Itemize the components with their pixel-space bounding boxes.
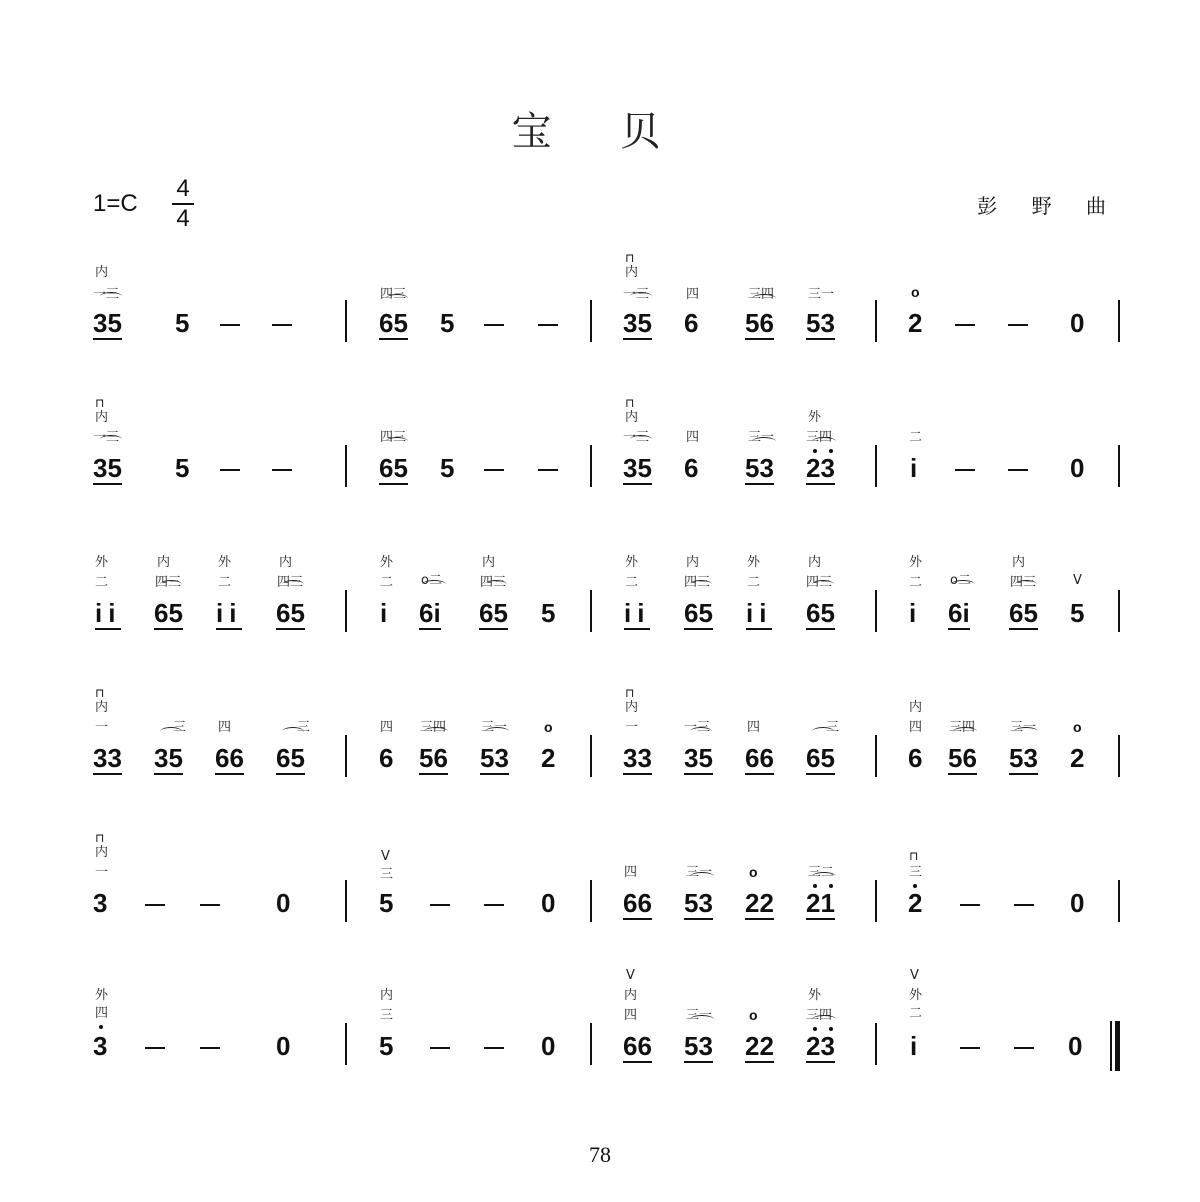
finger-mark: 一三	[93, 430, 120, 445]
note: 23	[806, 1031, 835, 1061]
final-barline-thick	[1115, 1021, 1120, 1071]
note: 6i	[419, 598, 441, 628]
finger-mark: 四三	[806, 575, 833, 590]
rest: 0	[541, 888, 556, 918]
low-octave-dot	[99, 1025, 103, 1029]
dash	[272, 469, 292, 471]
score-line-3	[0, 548, 1200, 678]
note: 65	[276, 743, 305, 773]
finger-mark: 三一	[808, 287, 835, 302]
barline	[875, 300, 877, 342]
barline	[1118, 590, 1120, 632]
breath-mark: V	[381, 849, 390, 864]
barline	[590, 1023, 592, 1065]
breath-mark: V	[1073, 573, 1082, 588]
finger-mark: 三四	[806, 1008, 833, 1023]
note: 5	[1070, 598, 1085, 628]
final-barline-thin	[1110, 1021, 1112, 1071]
note: ii	[624, 598, 651, 628]
down-bow-mark: ⊓	[95, 831, 105, 845]
finger-mark: 二	[909, 575, 923, 590]
finger-mark: 二	[625, 575, 639, 590]
slur	[812, 872, 836, 881]
barline	[345, 735, 347, 777]
rest: 0	[541, 1031, 556, 1061]
time-signature-top: 4	[176, 175, 190, 202]
slur	[160, 580, 182, 589]
finger-mark: o二	[421, 573, 442, 588]
note: 53	[745, 453, 774, 483]
open-string-mark: o	[911, 284, 920, 300]
dash	[220, 324, 240, 326]
slur	[282, 580, 304, 589]
finger-mark: 三	[909, 865, 923, 880]
slur	[690, 580, 712, 589]
note: 5	[175, 453, 190, 483]
note: 2	[1070, 743, 1085, 773]
dash	[538, 469, 558, 471]
finger-mark: 三	[297, 720, 311, 735]
dash	[145, 904, 165, 906]
slur	[100, 435, 122, 444]
dash	[200, 1047, 220, 1049]
note: 53	[684, 1031, 713, 1061]
slur	[690, 727, 712, 736]
rest: 0	[276, 888, 291, 918]
finger-mark: 外	[95, 988, 109, 1003]
slur	[951, 580, 975, 589]
note: 35	[684, 743, 713, 773]
finger-mark: 内	[1012, 555, 1026, 570]
slur	[690, 872, 714, 881]
barline	[875, 445, 877, 487]
finger-mark: 外	[909, 988, 923, 1003]
slur	[630, 292, 652, 301]
finger-mark: 内	[95, 700, 109, 715]
barline	[1118, 735, 1120, 777]
note: 65	[154, 598, 183, 628]
finger-mark: 四	[686, 430, 700, 445]
note: 56	[419, 743, 448, 773]
note: 53	[684, 888, 713, 918]
open-string-mark: o	[1073, 719, 1082, 735]
note: 35	[93, 308, 122, 338]
down-bow-mark: ⊓	[625, 251, 635, 265]
dash	[484, 324, 504, 326]
slur	[160, 727, 182, 736]
note: 53	[1009, 743, 1038, 773]
finger-mark: 四	[909, 720, 923, 735]
finger-mark: 四三	[155, 575, 182, 590]
down-bow-mark: ⊓	[909, 849, 919, 863]
note: i	[909, 598, 917, 628]
rest: 0	[276, 1031, 291, 1061]
down-bow-mark: ⊓	[625, 396, 635, 410]
key-signature: 1=C	[93, 190, 138, 217]
slur	[485, 727, 509, 736]
finger-mark: 外	[218, 555, 232, 570]
barline	[1118, 880, 1120, 922]
note: 53	[480, 743, 509, 773]
note: 22	[745, 888, 774, 918]
finger-mark: 一三	[623, 430, 650, 445]
note: 65	[479, 598, 508, 628]
note: 2	[908, 308, 923, 338]
barline	[590, 590, 592, 632]
dash	[484, 904, 504, 906]
note: 65	[379, 453, 408, 483]
finger-mark: 三一	[1010, 720, 1037, 735]
note: 5	[440, 453, 455, 483]
barline	[345, 1023, 347, 1065]
note: 35	[623, 453, 652, 483]
slur	[690, 1015, 714, 1024]
page-number: 78	[589, 1142, 611, 1167]
finger-mark: 三四	[949, 720, 976, 735]
note: 65	[379, 308, 408, 338]
slur	[1014, 727, 1038, 736]
slur	[812, 437, 836, 446]
dash	[430, 1047, 450, 1049]
slur	[1015, 580, 1037, 589]
barline	[345, 880, 347, 922]
rest: 0	[1070, 308, 1085, 338]
note: 65	[1009, 598, 1038, 628]
dash	[484, 1047, 504, 1049]
note: 3	[93, 888, 108, 918]
finger-mark: 一	[625, 720, 639, 735]
note: 3	[93, 1031, 108, 1061]
score-line-5	[0, 831, 1200, 968]
dash	[538, 324, 558, 326]
finger-mark: 内	[686, 555, 700, 570]
score-line-1	[0, 251, 1200, 388]
finger-mark: 三	[826, 720, 840, 735]
slur	[424, 727, 448, 736]
note: 33	[623, 743, 652, 773]
finger-mark: 内	[95, 845, 109, 860]
finger-mark: 三一	[481, 720, 508, 735]
finger-mark: 三	[173, 720, 187, 735]
dash	[1008, 324, 1028, 326]
finger-mark: 三一	[748, 430, 775, 445]
dash	[955, 324, 975, 326]
finger-mark: 四	[624, 1008, 638, 1023]
barline	[590, 735, 592, 777]
slur	[386, 437, 408, 446]
note: 56	[948, 743, 977, 773]
finger-mark: 四三	[380, 430, 407, 445]
finger-mark: 四三	[684, 575, 711, 590]
note: 6	[684, 308, 699, 338]
note: 22	[745, 1031, 774, 1061]
finger-mark: 外	[625, 555, 639, 570]
note: 56	[745, 308, 774, 338]
note: 2	[908, 888, 923, 918]
barline	[345, 445, 347, 487]
note: 5	[175, 308, 190, 338]
note: 6	[379, 743, 394, 773]
dash	[1014, 1047, 1034, 1049]
barline	[875, 735, 877, 777]
open-string-mark: o	[544, 719, 553, 735]
finger-mark: 四	[218, 720, 232, 735]
note: 66	[623, 888, 652, 918]
finger-mark: 内	[624, 988, 638, 1003]
finger-mark: 外	[808, 410, 822, 425]
finger-mark: 内	[909, 700, 923, 715]
finger-mark: 三一	[686, 1008, 713, 1023]
finger-mark: 内	[380, 988, 394, 1003]
rest: 0	[1070, 453, 1085, 483]
score-line-6	[0, 968, 1200, 1113]
finger-mark: 三四	[806, 430, 833, 445]
finger-mark: 三二	[808, 865, 835, 880]
note: i	[910, 453, 918, 483]
finger-mark: 外	[380, 555, 394, 570]
slur	[100, 292, 122, 301]
dash	[1014, 904, 1034, 906]
barline	[590, 880, 592, 922]
down-bow-mark: ⊓	[625, 686, 635, 700]
note: ii	[95, 598, 122, 628]
finger-mark: 内	[625, 700, 639, 715]
note: 21	[806, 888, 835, 918]
finger-mark: 二	[909, 1006, 923, 1021]
finger-mark: 三四	[748, 287, 775, 302]
note: 6	[684, 453, 699, 483]
open-string-mark: o	[749, 1007, 758, 1023]
note: 65	[806, 743, 835, 773]
rest: 0	[1070, 888, 1085, 918]
barline	[590, 300, 592, 342]
finger-mark: 二	[218, 575, 232, 590]
dash	[955, 469, 975, 471]
finger-mark: 四	[624, 865, 638, 880]
finger-mark: 外	[95, 555, 109, 570]
breath-mark: V	[626, 968, 635, 983]
note: 5	[541, 598, 556, 628]
note: 2	[541, 743, 556, 773]
slur	[812, 580, 834, 589]
finger-mark: 内	[625, 410, 639, 425]
slur	[953, 727, 977, 736]
composer-credit: 彭 野 曲	[977, 194, 1120, 218]
finger-mark: 三	[380, 1008, 394, 1023]
time-signature-bottom: 4	[176, 205, 190, 232]
note: 6i	[948, 598, 970, 628]
note: ii	[746, 598, 773, 628]
barline	[1118, 300, 1120, 342]
note: 53	[806, 308, 835, 338]
note: 66	[745, 743, 774, 773]
note: 65	[276, 598, 305, 628]
finger-mark: 内	[625, 265, 639, 280]
slur	[422, 580, 446, 589]
piece-title: 宝 贝	[511, 109, 689, 155]
slur	[752, 294, 776, 303]
finger-mark: 一	[95, 865, 109, 880]
finger-mark: 二	[909, 430, 923, 445]
dash	[145, 1047, 165, 1049]
down-bow-mark: ⊓	[95, 686, 105, 700]
note: 35	[154, 743, 183, 773]
score-line-4	[0, 686, 1200, 823]
finger-mark: 一三	[684, 720, 711, 735]
finger-mark: 四三	[380, 287, 407, 302]
finger-mark: 四	[686, 287, 700, 302]
note: i	[910, 1031, 918, 1061]
dash	[200, 904, 220, 906]
slur	[752, 437, 776, 446]
dash	[430, 904, 450, 906]
finger-mark: 四	[380, 720, 394, 735]
note: 66	[623, 1031, 652, 1061]
dash	[220, 469, 240, 471]
note: 66	[215, 743, 244, 773]
note: 65	[806, 598, 835, 628]
finger-mark: 外	[808, 988, 822, 1003]
note: i	[380, 598, 388, 628]
slur	[812, 727, 834, 736]
time-signature	[172, 176, 194, 232]
finger-mark: 四三	[277, 575, 304, 590]
down-bow-mark: ⊓	[95, 396, 105, 410]
dash	[960, 1047, 980, 1049]
finger-mark: 一三	[93, 287, 120, 302]
dash	[484, 469, 504, 471]
finger-mark: 三	[380, 867, 394, 882]
finger-mark: 二	[95, 575, 109, 590]
note: 35	[623, 308, 652, 338]
note: 33	[93, 743, 122, 773]
dash	[960, 904, 980, 906]
note: 5	[379, 888, 394, 918]
note: 65	[684, 598, 713, 628]
finger-mark: 内	[808, 555, 822, 570]
finger-mark: 一	[95, 720, 109, 735]
finger-mark: 内	[95, 410, 109, 425]
barline	[590, 445, 592, 487]
rest: 0	[1068, 1031, 1083, 1061]
finger-mark: 三一	[686, 865, 713, 880]
barline	[875, 590, 877, 632]
score-line-2	[0, 396, 1200, 533]
open-string-mark: o	[749, 864, 758, 880]
finger-mark: 二	[380, 575, 394, 590]
barline	[1118, 445, 1120, 487]
finger-mark: 四	[95, 1006, 109, 1021]
finger-mark: 四三	[480, 575, 507, 590]
slur	[485, 580, 507, 589]
finger-mark: 一三	[623, 287, 650, 302]
dash	[272, 324, 292, 326]
finger-mark: 外	[909, 555, 923, 570]
finger-mark: 内	[482, 555, 496, 570]
barline	[345, 590, 347, 632]
finger-mark: 二	[747, 575, 761, 590]
barline	[875, 1023, 877, 1065]
finger-mark: 内	[157, 555, 171, 570]
finger-mark: 四三	[1010, 575, 1037, 590]
finger-mark: 三四	[420, 720, 447, 735]
finger-mark: 内	[95, 265, 109, 280]
slur	[386, 294, 408, 303]
barline	[345, 300, 347, 342]
dash	[1008, 469, 1028, 471]
note: 35	[93, 453, 122, 483]
note: 5	[440, 308, 455, 338]
breath-mark: V	[910, 968, 919, 983]
finger-mark: o二	[950, 573, 971, 588]
finger-mark: 四	[747, 720, 761, 735]
slur	[812, 1015, 836, 1024]
slur	[282, 727, 304, 736]
finger-mark: 内	[279, 555, 293, 570]
note: ii	[216, 598, 243, 628]
note: 6	[908, 743, 923, 773]
note: 23	[806, 453, 835, 483]
barline	[875, 880, 877, 922]
slur	[630, 435, 652, 444]
finger-mark: 外	[747, 555, 761, 570]
note: 5	[379, 1031, 394, 1061]
